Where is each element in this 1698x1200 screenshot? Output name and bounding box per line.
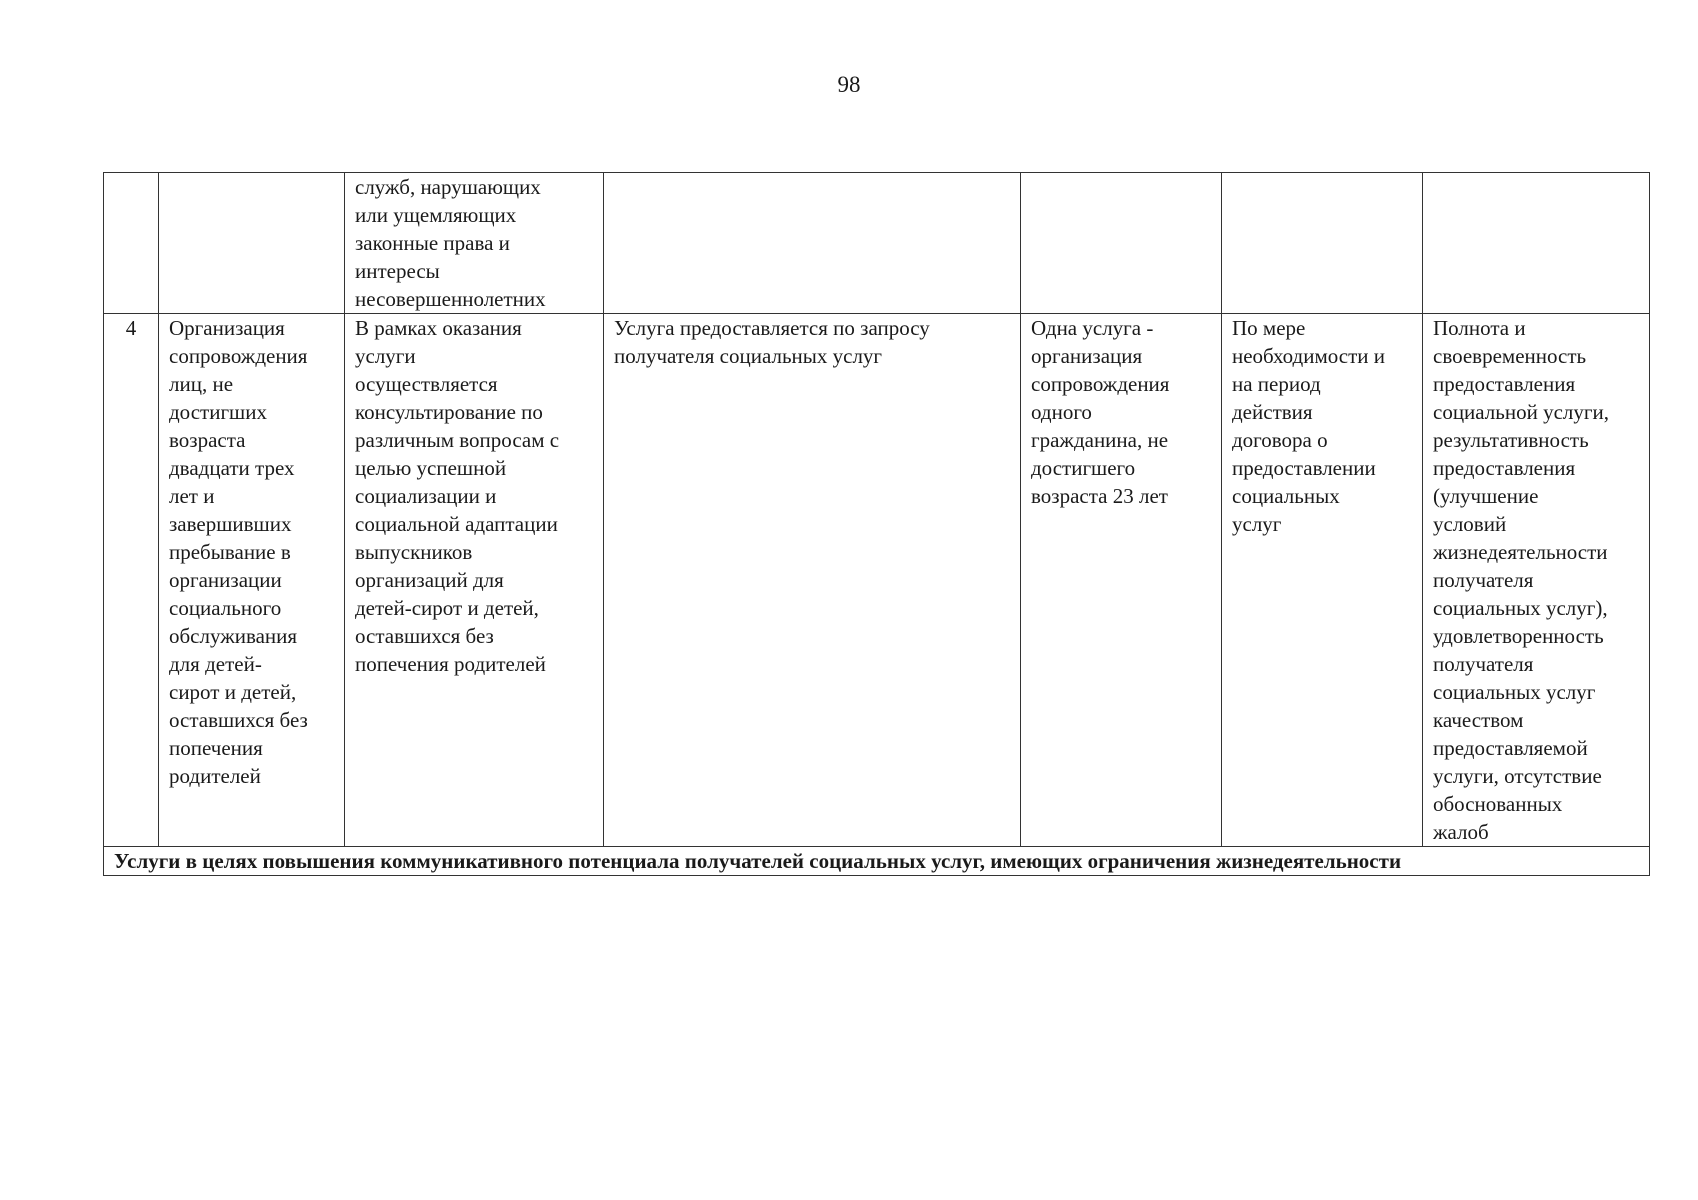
term-cell <box>1222 314 1423 847</box>
quality-cell <box>1423 314 1650 847</box>
table-cell-description <box>345 173 604 314</box>
table-row-4 <box>104 314 1650 847</box>
service-name-text: Организация сопровождения лиц, не достигших возраста двадцати трех лет и завершивших пребывание в организации социального обслуживания для детей- сирот и детей, оставшихся без попечения родителей <box>169 316 308 788</box>
page-number: 98 <box>837 72 861 97</box>
row-number: 4 <box>104 314 159 847</box>
description-text: В рамках оказания услуги осуществляется консультирование по различным вопросам с целью успешной социализации и социальной адаптации выпускников организаций для детей-сирот и детей, оставшихся без попечения родителей <box>355 316 560 676</box>
conditions-cell <box>604 314 1021 847</box>
table-row-continuation <box>104 173 1650 314</box>
table-cell <box>604 173 1021 314</box>
section-heading: Услуги в целях повышения коммуникативного потенциала получателей социальных услуг, имеющих ограничения жизнедеятельности <box>104 847 1650 876</box>
term-text: По мере необходимости и на период действия договора о предоставлении социальных услуг <box>1232 316 1385 536</box>
table-row-section <box>104 847 1650 876</box>
table-cell <box>159 173 345 314</box>
description-cell <box>345 314 604 847</box>
table-cell <box>104 173 159 314</box>
quality-text: Полнота и своевременность предоставления социальной услуги, результативность предоставления (улучшение условий жизнедеятельности получателя социальных услуг), удовлетворенность получателя социальных услуг качеством предоставляемой услуги, отсутствие обоснованных жалоб <box>1433 316 1609 844</box>
services-table <box>103 172 1650 876</box>
unit-cell <box>1021 314 1222 847</box>
table-cell <box>1222 173 1423 314</box>
table-cell <box>1021 173 1222 314</box>
conditions-text: Услуга предоставляется по запросу получателя социальных услуг <box>614 316 930 368</box>
unit-text: Одна услуга - организация сопровождения одного гражданина, не достигшего возраста 23 лет <box>1031 316 1170 508</box>
service-name-cell <box>159 314 345 847</box>
table-cell <box>1423 173 1650 314</box>
description-text: служб, нарушающих или ущемляющих законные права и интересы несовершеннолетних <box>355 175 546 311</box>
